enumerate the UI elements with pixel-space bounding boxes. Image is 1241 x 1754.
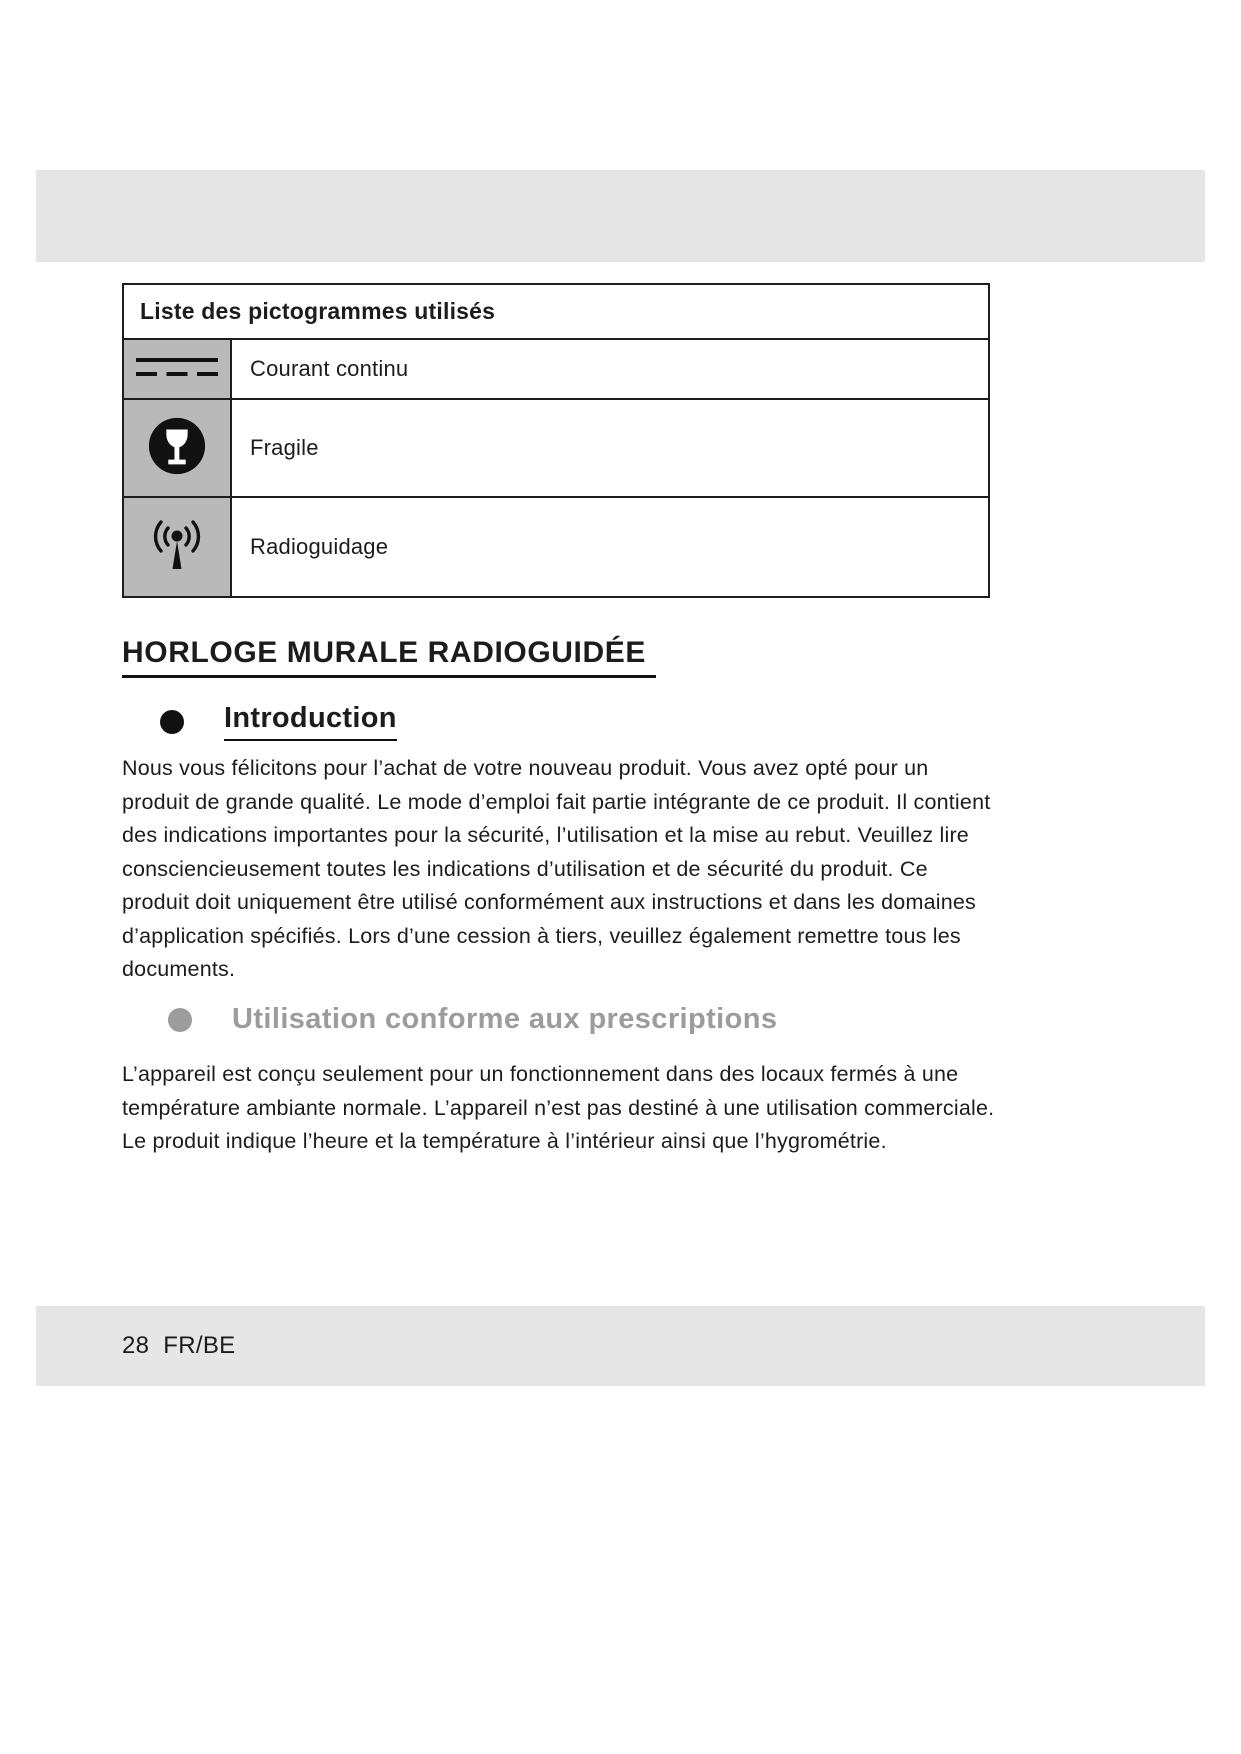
section-heading-text: Utilisation conforme aux prescriptions (232, 1003, 778, 1035)
footer (122, 1332, 235, 1360)
footer-locale: FR/BE (163, 1332, 236, 1359)
top-gray-band (36, 170, 1205, 262)
pictogram-table (122, 283, 990, 598)
table-row (123, 497, 989, 597)
fragile-icon-cell (123, 399, 231, 497)
pictogram-label: Fragile (231, 399, 989, 497)
pictogram-label: Radioguidage (231, 497, 989, 597)
radio-guidance-icon (145, 513, 209, 577)
page-title: HORLOGE MURALE RADIOGUIDÉE (122, 636, 656, 678)
bullet-icon (160, 710, 184, 734)
section-heading-usage (168, 1003, 777, 1036)
section-heading-introduction (160, 702, 397, 741)
usage-paragraph: L’appareil est conçu seulement pour un fonctionnement dans des locaux fermés à une température ambiante normale. L’appareil n’est pas destiné à une utilisation commerciale. Le produit indique l’heure et la température à l’intérieur ainsi que l’hygrométrie. (122, 1062, 995, 1153)
table-row (123, 399, 989, 497)
table-row (123, 339, 989, 399)
introduction-paragraph: Nous vous félicitons pour l’achat de votre nouveau produit. Vous avez opté pour un produit de grande qualité. Le mode d’emploi fait partie intégrante de ce produit. Il contient des indications importantes pour la sécurité, l’utilisation et la mise au rebut. Veuillez lire consciencieusement toutes les indications d’utilisation et de sécurité du produit. Ce produit doit uniquement être utilisé conformément aux instructions et dans les domaines d’application spécifiés. Lors d’une cession à tiers, veuillez également remettre tous les documents. (122, 756, 991, 981)
bullet-icon (168, 1008, 192, 1032)
pictogram-table-title-row (123, 284, 989, 339)
fragile-icon (146, 415, 208, 477)
pictogram-table-title: Liste des pictogrammes utilisés (123, 284, 989, 339)
page-number: 28 (122, 1332, 150, 1359)
dc-current-icon (132, 352, 222, 382)
pictogram-label: Courant continu (231, 339, 989, 399)
dc-current-icon-cell (123, 339, 231, 399)
section-heading-text: Introduction (224, 702, 397, 741)
radio-guidance-icon-cell (123, 497, 231, 597)
